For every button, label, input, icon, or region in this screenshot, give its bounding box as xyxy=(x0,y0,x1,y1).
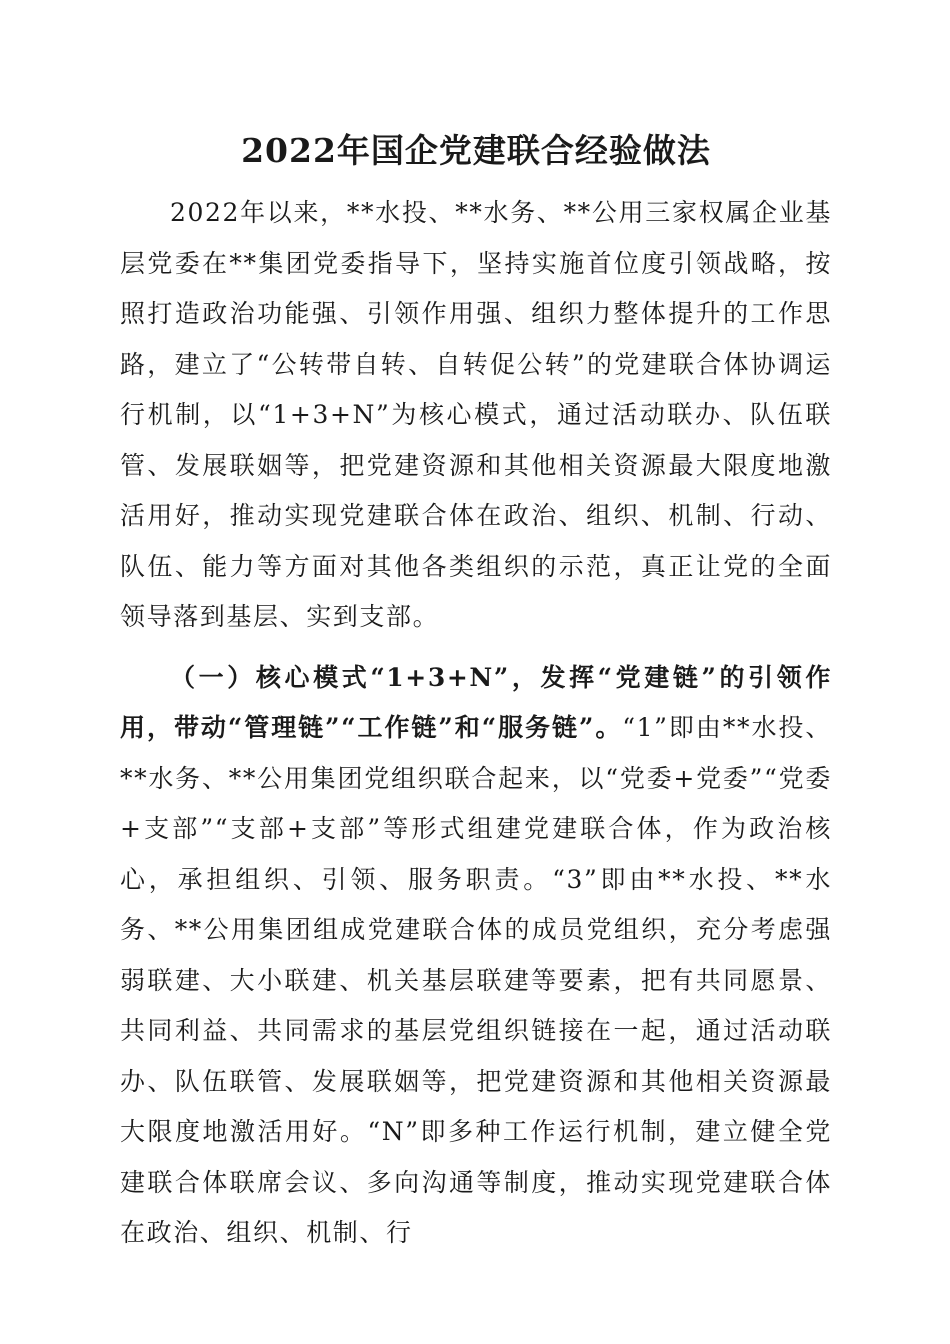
intro-paragraph-text: 2022年以来，**水投、**水务、**公用三家权属企业基层党委在**集团党委指导下，坚持实施首位度引领战略，按照打造政治功能强、引领作用强、组织力整体提升的工作思路，建立了“公转带自转、自转促公转”的党建联合体协调运行机制，以“1+3+N”为核心模式，通过活动联办、队伍联管、发展联姻等，把党建资源和其他相关资源最大限度地激活用好，推动实现党建联合体在政治、组织、机制、行动、队伍、能力等方面对其他各类组织的示范，真正让党的全面领导落到基层、实到支部。 xyxy=(120,198,832,631)
document-body xyxy=(120,188,832,1259)
document-title: 2022年国企党建联合经验做法 xyxy=(241,131,711,170)
section-one-text: “1”即由**水投、**水务、**公用集团党组织联合起来，以“党委+党委”“党委+支部”“支部+支部”等形式组建党建联合体，作为政治核心，承担组织、引领、服务职责。“3”即由**水投、**水务、**公用集团组成党建联合体的成员党组织，充分考虑强弱联建、大小联建、机关基层联建等要素，把有共同愿景、共同利益、共同需求的基层党组织链接在一起，通过活动联办、队伍联管、发展联姻等，把党建资源和其他相关资源最大限度地激活用好。“N”即多种工作运行机制，建立健全党建联合体联席会议、多向沟通等制度，推动实现党建联合体在政治、组织、机制、行 xyxy=(120,713,832,1247)
section-one-heading: （一）核心模式“1+3+N”，发挥“党建链”的引领作用，带动“管理链”“工作链”和“服务链”。 xyxy=(120,662,832,742)
section-one-paragraph xyxy=(120,653,832,1259)
intro-paragraph xyxy=(120,188,832,643)
